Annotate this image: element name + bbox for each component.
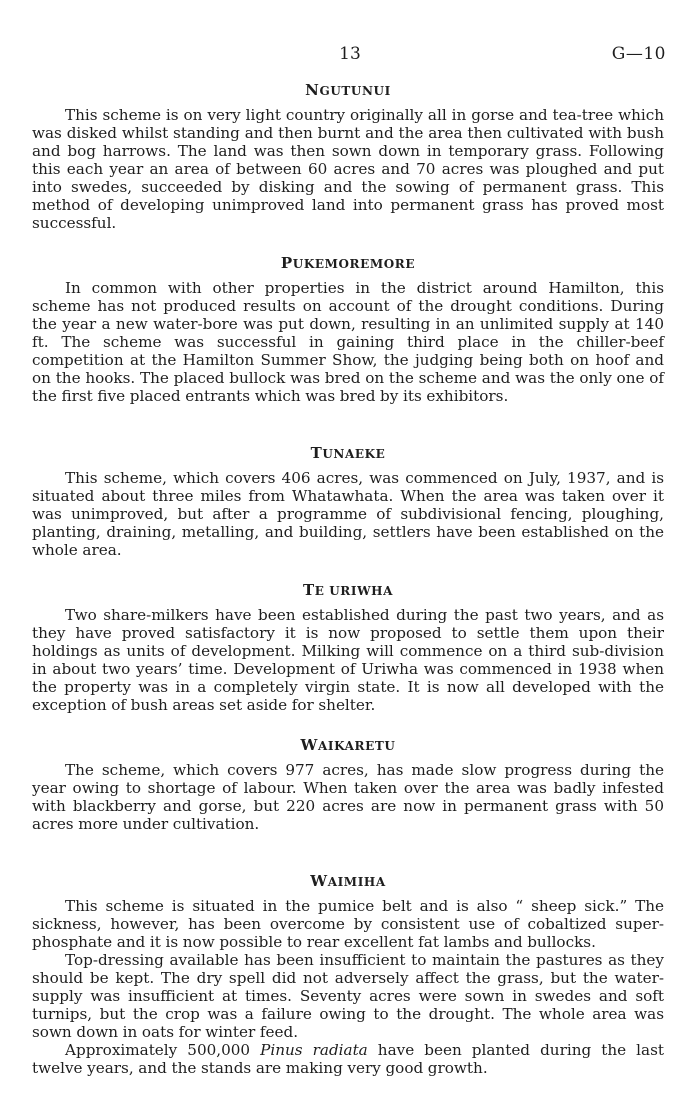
paragraph: Top-dressing available has been insufficient to maintain the pastures as they should be kept. The dry spell did not adversely affect the grass, but the water-supply was insufficient at times. Seventy acres were sown in swedes and soft turnips, but the crop was a failure owing to the drought. The whole area was sown down in oats for winter feed. (32, 951, 664, 1041)
paragraph: Two share-milkers have been established during the past two years, and as they have proved satisfactory it is now proposed to settle them upon their holdings as units of development. Milking will commence on a third sub-division in about two years’ time. Development of Uriwha was commenced in 1938 when the property was in a completely virgin state. It is now all developed with the exception of bush areas set aside for shelter. (32, 606, 664, 714)
section-te-uriwha (32, 582, 664, 714)
paragraph: This scheme is on very light country originally all in gorse and tea-tree which was disked whilst standing and then burnt and the area then cultivated with bush and bog harrows. The land was then sown down in temporary grass. Following this each year an area of between 60 acres and 70 acres was ploughed and put into swedes, succeeded by disking and the sowing of permanent grass. This method of developing unimproved land into permanent grass has proved most successful. (32, 106, 664, 232)
section-tunaeke (32, 445, 664, 559)
report-code: G—10 (611, 44, 666, 64)
section-pukemoremore (32, 255, 664, 405)
section-ngutunui (32, 82, 664, 232)
section-heading: TUNAEKE (310, 444, 386, 462)
document-body (32, 82, 664, 1077)
paragraph-pinus-radiata (32, 1041, 664, 1077)
paragraph-text: have been planted during the last twelve years, and the stands are making very good growth. (32, 1041, 664, 1077)
page-number: 13 (339, 44, 361, 64)
paragraph: In common with other properties in the district around Hamilton, this scheme has not produced results on account of the drought conditions. During the year a new water-bore was put down, resulting in an unlimited supply at 140 ft. The scheme was successful in gaining third place in the chiller-beef competition at the Hamilton Summer Show, the judging being both on hoof and on the hooks. The placed bullock was bred on the scheme and was the only one of the first five placed entrants which was bred by its exhibitors. (32, 279, 664, 405)
species-name: Pinus radiata (260, 1041, 368, 1059)
section-heading: PUKEMOREMORE (280, 254, 416, 272)
section-heading: WAIKARETU (300, 736, 396, 754)
section-heading: WAIMIHA (310, 872, 386, 890)
section-waimiha (32, 873, 664, 1077)
paragraph: This scheme is situated in the pumice belt and is also “ sheep sick.” The sickness, however, has been overcome by consistent use of cobaltized super-phosphate and it is now possible to rear excellent fat lambs and bullocks. (32, 897, 664, 951)
paragraph-text: Approximately 500,000 (65, 1041, 261, 1059)
section-heading: TE URIWHA (302, 581, 394, 599)
paragraph: The scheme, which covers 977 acres, has made slow progress during the year owing to shortage of labour. When taken over the area was badly infested with blackberry and gorse, but 220 acres are now in permanent grass with 50 acres more under cultivation. (32, 761, 664, 833)
section-waikaretu (32, 737, 664, 833)
section-heading: NGUTUNUI (305, 81, 391, 99)
paragraph: This scheme, which covers 406 acres, was commenced on July, 1937, and is situated about three miles from Whatawhata. When the area was taken over it was unimproved, but after a programme of subdivisional fencing, ploughing, planting, draining, metalling, and building, settlers have been established on the whole area. (32, 469, 664, 559)
